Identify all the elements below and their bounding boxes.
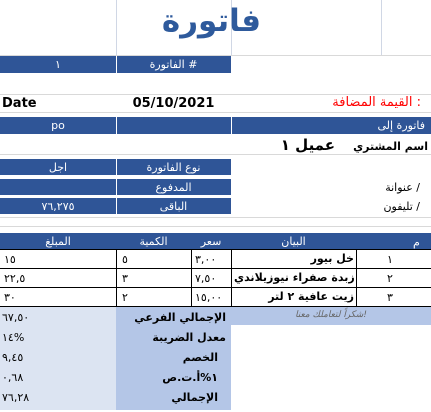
remaining-value: ٧٦,٢٧٥ [41, 200, 75, 213]
phone-label: تليفون / [383, 200, 420, 213]
invoice-number-label: الفاتورة # [149, 58, 198, 71]
vat-label: القيمة المضافة : [332, 95, 421, 110]
invoice-number-value: ١ [55, 58, 61, 71]
date-label: Date [2, 96, 37, 111]
tax-rate-label: معدل الضريبة [152, 331, 226, 344]
tax-label: ١%أ.ت.ص [162, 371, 218, 384]
row-price: ١٥,٠٠ [195, 291, 223, 304]
subtotal-value: ٦٧,٥٠ [2, 311, 30, 324]
total-label: الإجمالي [171, 391, 218, 404]
row-price: ٣,٠٠ [195, 253, 217, 266]
row-price: ٧,٥٠ [195, 272, 217, 285]
header-index: م [413, 236, 420, 249]
header-description: البيان [281, 235, 306, 248]
row-amount: ٣٠ [4, 291, 16, 304]
remaining-label: الباقى [159, 200, 188, 213]
subtotal-label: الإجمالي الفرعي [134, 311, 226, 324]
row-quantity: ٥ [122, 253, 128, 266]
date-value: 05/10/2021 [132, 96, 215, 111]
discount-value: ٩,٤٥ [2, 351, 24, 364]
bill-to-label: فاتورة إلى [377, 119, 425, 132]
tax-value: ٠,٦٨ [2, 371, 24, 384]
row-description: زيت عافية ٢ لتر [268, 290, 354, 303]
row-amount: ١٥ [4, 253, 16, 266]
discount-label: الخصم [182, 351, 218, 364]
invoice-type-value: اجل [48, 161, 68, 174]
customer-label: اسم المشتري [353, 140, 428, 153]
total-value: ٧٦,٢٨ [2, 391, 30, 404]
header-price: سعر [200, 235, 222, 248]
header-amount: المبلغ [45, 235, 71, 248]
thanks-message: شكراً لتعاملك معنا! [295, 310, 367, 320]
row-amount: ٢٢,٥ [4, 272, 26, 285]
invoice-type-label: نوع الفاتورة [146, 161, 201, 174]
paid-label: المدفوع [155, 181, 192, 194]
address-label: عنوانة / [385, 181, 420, 194]
row-quantity: ٢ [122, 291, 128, 304]
row-quantity: ٣ [122, 272, 128, 285]
invoice-title: فاتورة [161, 3, 262, 39]
row-index: ٢ [387, 272, 393, 285]
row-index: ١ [387, 253, 393, 266]
tax-rate-value: ١٤% [2, 331, 25, 344]
customer-value: عميل ١ [280, 136, 335, 154]
row-description: خل بيور [310, 252, 354, 265]
header-quantity: الكمية [139, 235, 168, 248]
row-index: ٣ [387, 291, 393, 304]
row-description: زبدة صفراء نيوزيلاندي [234, 271, 355, 284]
po-label: po [51, 119, 65, 132]
